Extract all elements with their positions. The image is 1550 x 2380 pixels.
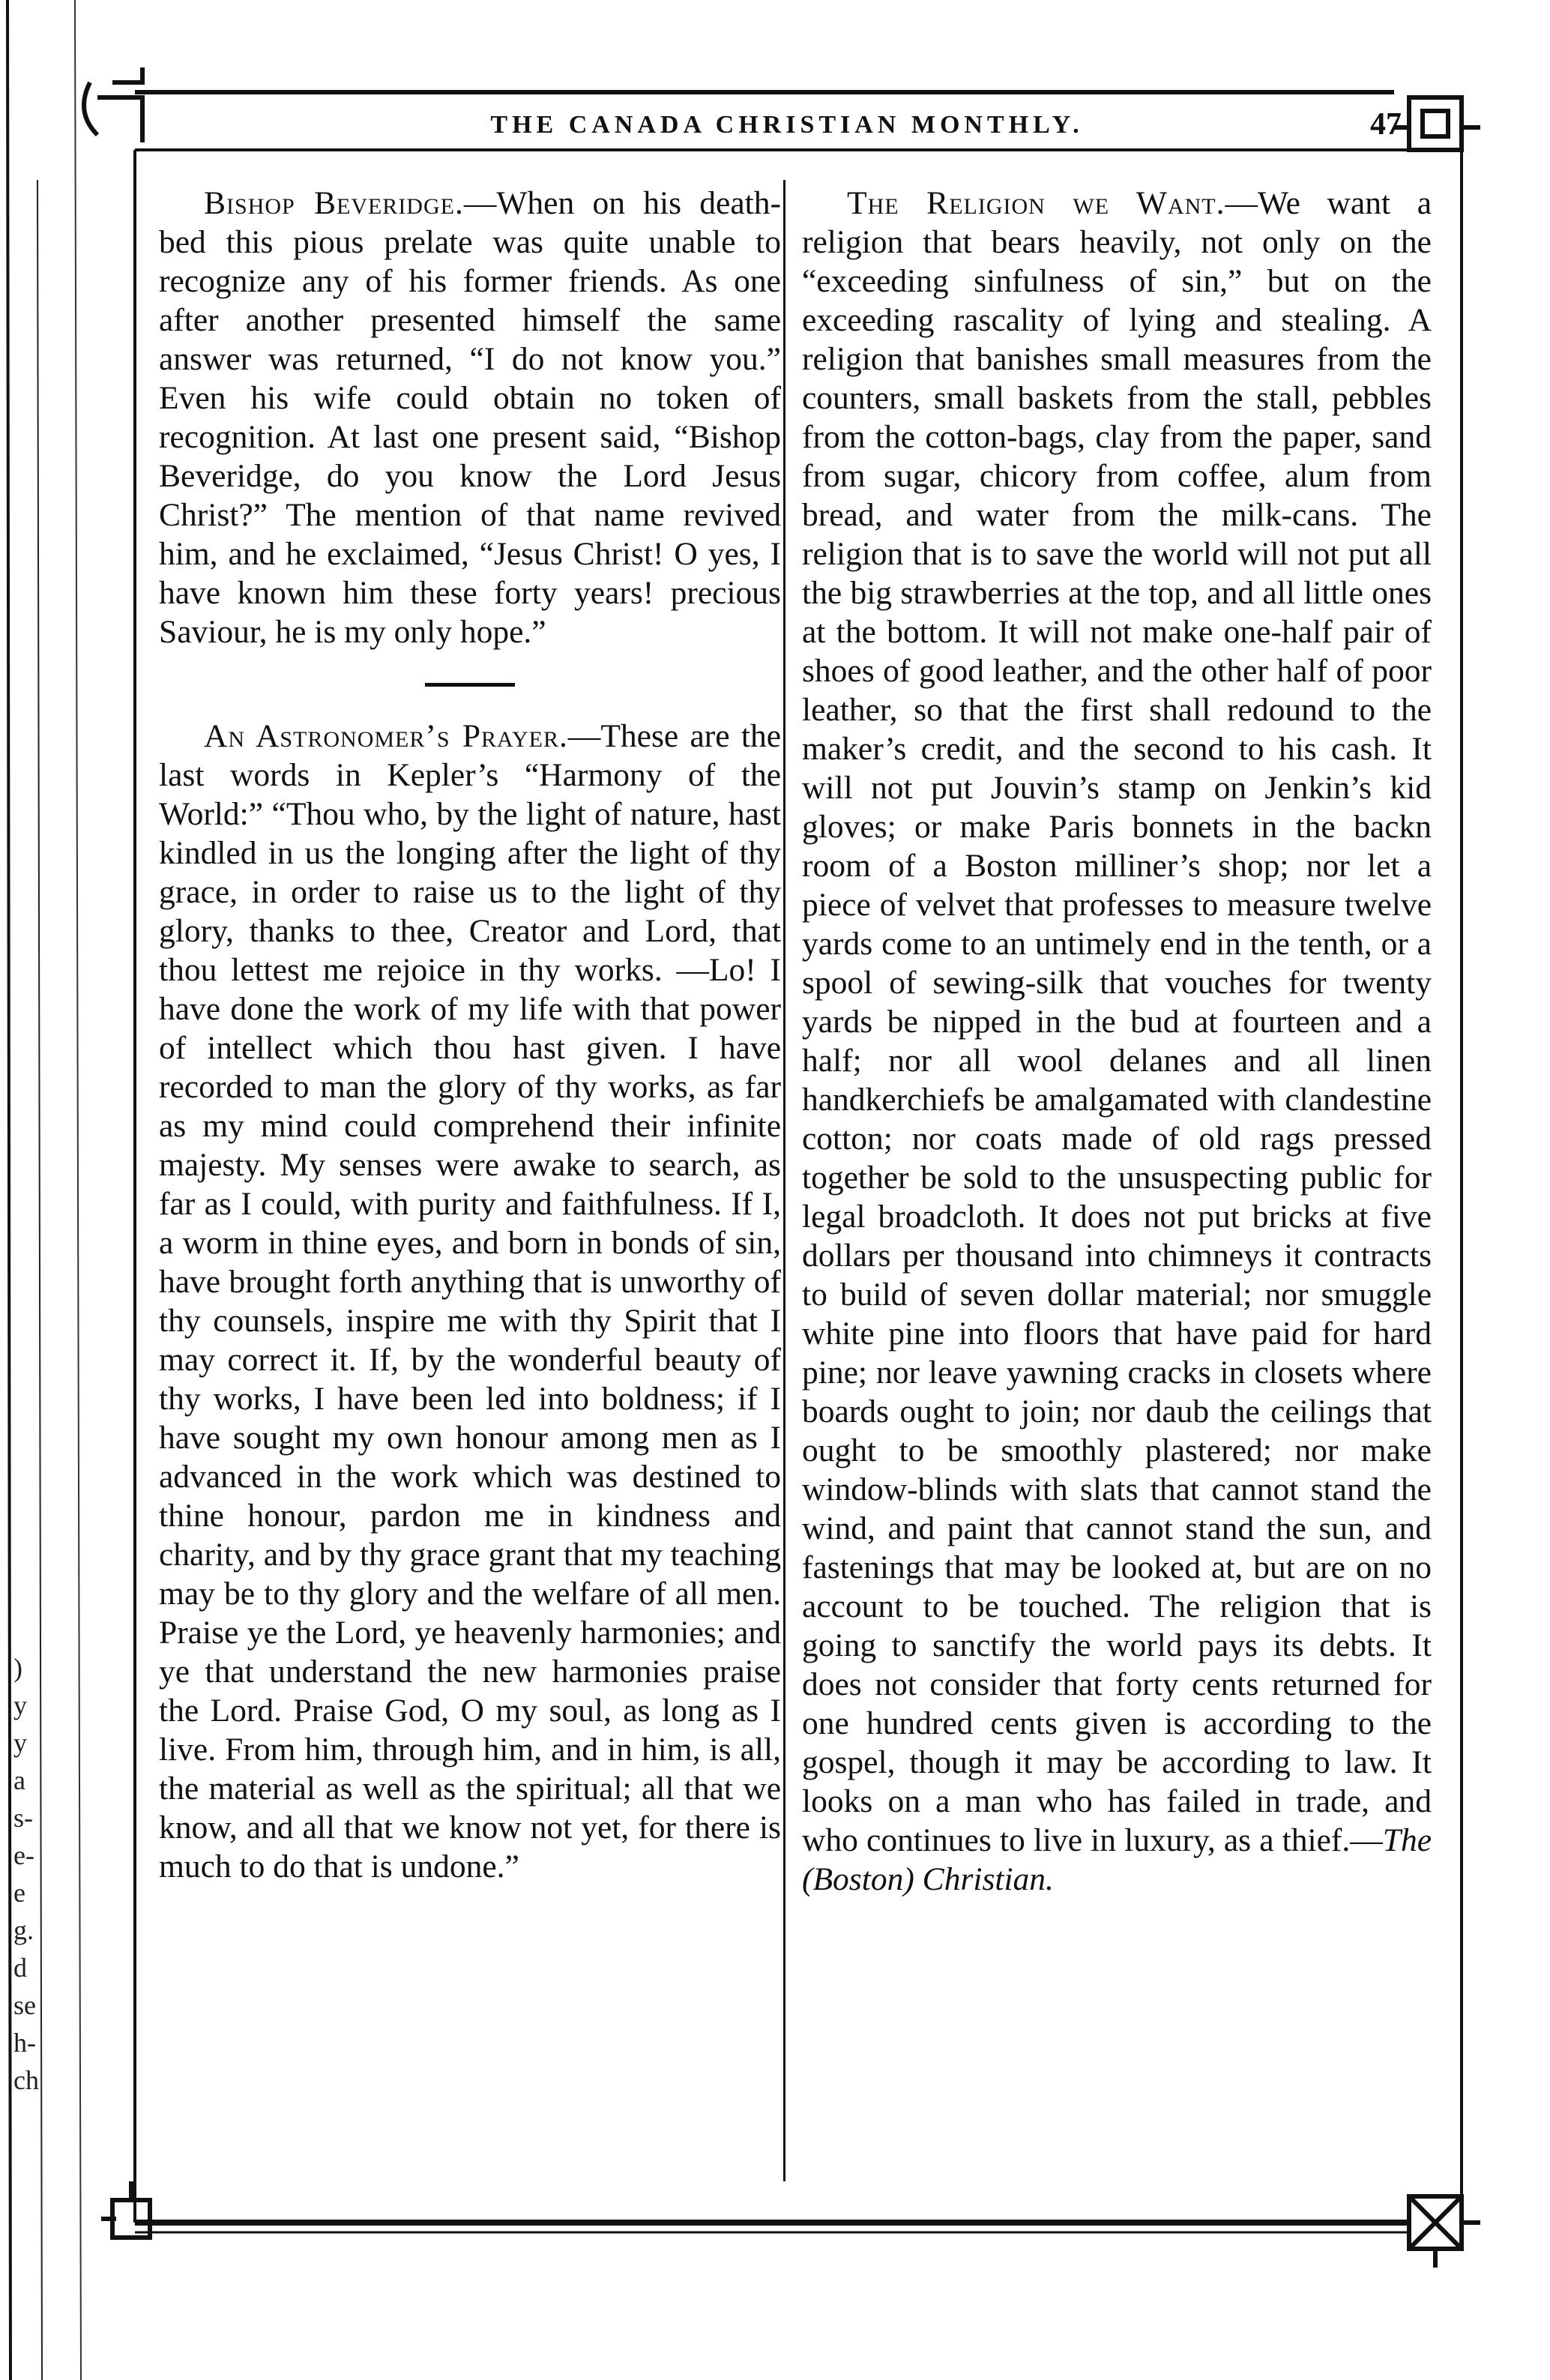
margin-fragment: s-	[13, 1803, 33, 1833]
margin-fragment: )	[13, 1653, 22, 1683]
corner-ornament-top-right	[1394, 97, 1480, 150]
article-bishop-beveridge	[159, 184, 781, 651]
column-divider	[783, 180, 785, 2181]
article-heading: The Religion we Want.	[847, 185, 1225, 221]
left-column	[159, 184, 781, 1886]
article-heading: An Astronomer’s Prayer.	[204, 718, 568, 754]
margin-fragment: d	[13, 1953, 27, 1983]
page-number: 47	[1370, 107, 1402, 142]
margin-fragment: e-	[13, 1840, 34, 1870]
margin-fragments	[13, 1649, 66, 2099]
margin-fragment: g.	[13, 1915, 34, 1945]
article-heading: Bishop Beveridge.	[204, 185, 464, 221]
margin-fragment: se	[13, 1990, 36, 2020]
right-column	[802, 184, 1432, 1899]
margin-fragment: a	[13, 1765, 25, 1795]
article-attribution: The (Boston) Christian.	[802, 1822, 1432, 1897]
article-body: —When on his death-bed this pious prelate was quite unable to recognize any of his former friends. As one after another presented himself the same answer was returned, “I do not know you.” Even his wife could obtain no token of recognition. At last one present said, “Bishop Beveridge, do you know the Lord Jesus Christ?” The mention of that name revived him, and he exclaimed, “Jesus Christ! O yes, I have known him these forty years! precious Saviour, he is my only hope.”	[159, 185, 781, 650]
article-body: —We want a religion that bears heavily, not only on the “exceeding sinfulness of sin,” but on the exceeding rascality of lying and stealing. A religion that banishes small measures from the counters, small baskets from the stall, pebbles from the cotton-bags, clay from the paper, sand from sugar, chicory from coffee, alum from bread, and water from the milk-cans. The religion that is to save the world will not put all the big strawberries at the top, and all little ones at the bottom. It will not make one-half pair of shoes of good leather, and the other half of poor leather, so that the first shall redound to the maker’s credit, and the second to his cash. It will not put Jouvin’s stamp on Jenkin’s kid gloves; or make Paris bonnets in the backn room of a Boston milliner’s shop; nor let a piece of velvet that professes to measure twelve yards come to an untimely end in the tenth, or a spool of sewing-silk that vouches for twenty yards be nipped in the bud at fourteen and a half; nor all wool delanes and all linen handkerchiefs be amalgamated with clandestine cotton; nor coats made of old rags pressed together be sold to the unsuspecting public for legal broadcloth. It does not put bricks at five dollars per thousand into chimneys it contracts to build of seven dollar material; nor smuggle white pine into floors that have paid for hard pine; nor leave yawning cracks in closets where boards ought to join; nor daub the ceilings that ought to be smoothly plastered; nor make window-blinds with slats that cannot stand the wind, and paint that cannot stand the sun, and fastenings that may be looked at, but are on no account to be touched. The religion that is going to sanctify the world pays its debts. It does not consider that forty cents returned for one hundred cents given is according to the gospel, though it may be according to law. It looks on a man who has failed in trade, and who continues to live in luxury, as a thief.—	[802, 185, 1432, 1858]
margin-fragment: y	[13, 1728, 27, 1758]
margin-fragment: ch	[13, 2065, 39, 2095]
running-title: THE CANADA CHRISTIAN MONTHLY.	[490, 111, 1084, 139]
corner-ornament-bottom-right	[1409, 2196, 1480, 2268]
margin-fragment: e	[13, 1878, 25, 1908]
margin-fragment: h-	[13, 2028, 36, 2058]
article-body: —These are the last words in Kepler’s “Harmony of the World:” “Thou who, by the light of nature, hast kindled in us the longing after the light of thy grace, in order to raise us to the light of thy glory, thanks to thee, Creator and Lord, that thou lettest me rejoice in thy works. —Lo! I have done the work of my life with that power of intellect which thou hast given. I have recorded to man the glory of thy works, as far as my mind could comprehend their infinite majesty. My senses were awake to search, as far as I could, with purity and faithfulness. If I, a worm in thine eyes, and born in bonds of sin, have brought forth anything that is unworthy of thy counsels, inspire me with thy Spirit that I may correct it. If, by the wonderful beauty of thy works, I have been led into boldness; if I have sought my own honour among men as I advanced in the work which was destined to thine honour, pardon me in kindness and charity, and by thy grace grant that my teaching may be to thy glory and the welfare of all men. Praise ye the Lord, ye heavenly harmonies; and ye that understand the new harmonies praise the Lord. Praise God, O my soul, as long as I live. From him, through him, and in him, is all, the material as well as the spiritual; all that we know, and all that we know not yet, for there is much to do that is undone.”	[159, 718, 782, 1885]
corner-ornament-bottom-left	[101, 2181, 150, 2238]
corner-ornament-top-left	[84, 67, 142, 142]
margin-fragment: y	[13, 1690, 27, 1720]
section-separator	[425, 683, 515, 687]
running-head	[172, 96, 1402, 148]
article-religion-we-want	[802, 184, 1432, 1899]
article-astronomers-prayer	[159, 717, 781, 1886]
